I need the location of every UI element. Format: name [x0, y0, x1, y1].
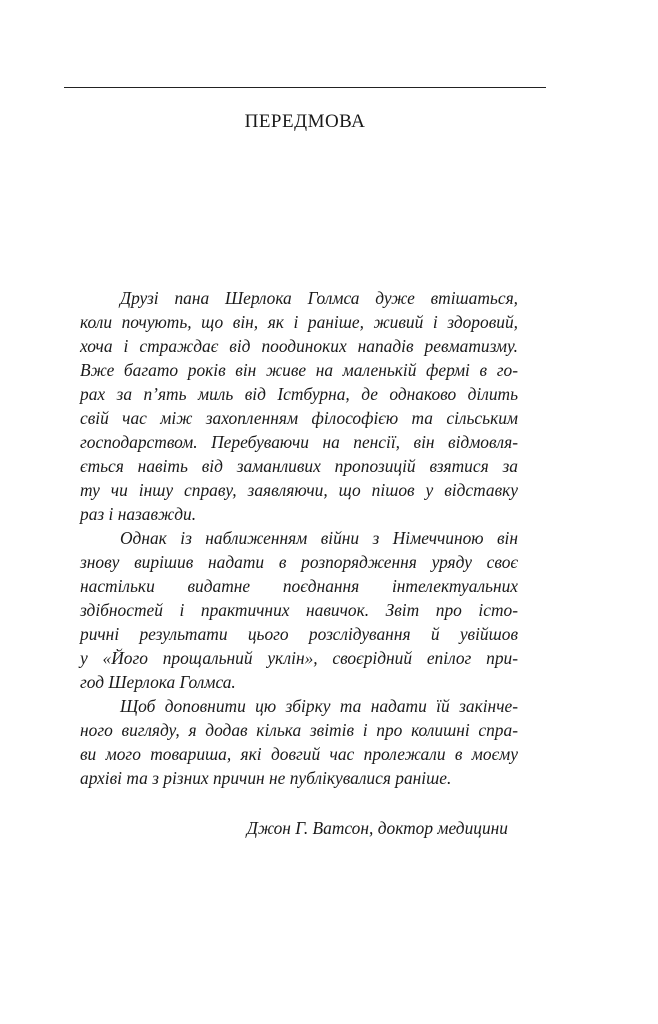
text-line: Вже багато років він живе на маленькій фермі в го- [80, 360, 518, 380]
text-line: раз і назавжди. [80, 504, 197, 524]
text-line: господарством. Перебуваючи на пенсії, він відмовля- [80, 432, 518, 452]
signature: Джон Г. Ватсон, доктор медицини [246, 818, 508, 838]
text-line: Друзі пана Шерлока Голмса дуже втішаться, [120, 288, 518, 308]
text-line: свій час між захопленням філософією та сільським [80, 408, 518, 428]
text-line: у «Його прощальний уклін», своєрідний епілог при- [80, 648, 518, 668]
text-line: Щоб доповнити цю збірку та надати їй закінче- [120, 696, 518, 716]
text-line: рах за п’ять миль від Істбурна, де однаково ділить [80, 384, 518, 404]
text-line: настільки видатне поєднання інтелектуальних [80, 576, 518, 596]
text-line: знову вирішив надати в розпорядження уряду своє [80, 552, 518, 572]
text-line: год Шерлока Голмса. [80, 672, 236, 692]
text-line: хоча і страждає від поодиноких нападів ревматизму. [80, 336, 518, 356]
text-line: коли почують, що він, як і раніше, живий і здоровий, [80, 312, 518, 332]
text-line: архіві та з різних причин не публікувалися раніше. [80, 768, 452, 788]
text-line: ви мого товариша, які довгий час пролежали в моєму [80, 744, 518, 764]
text-line: здібностей і практичних навичок. Звіт про істо- [80, 600, 518, 620]
text-line: ту чи іншу справу, заявляючи, що пішов у відставку [80, 480, 518, 500]
paragraph [80, 286, 518, 526]
header-rule [64, 87, 546, 88]
paragraph [80, 526, 518, 694]
page-title: ПЕРЕДМОВА [244, 111, 366, 132]
paragraph [80, 694, 518, 790]
text-line: ється навіть від заманливих пропозицій взятися за [80, 456, 518, 476]
text-line: Однак із наближенням війни з Німеччиною він [120, 528, 518, 548]
text-line: ного вигляду, я додав кілька звітів і про колишні спра- [80, 720, 518, 740]
text-line: ричні результати цього розслідування й увійшов [80, 624, 518, 644]
preface-body [80, 286, 518, 790]
